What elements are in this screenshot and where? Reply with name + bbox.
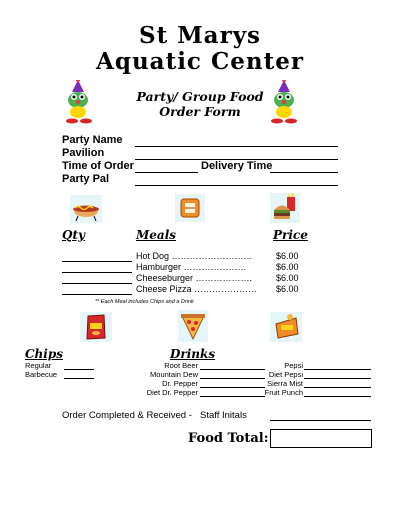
drink-diet-pepsi-field[interactable] bbox=[304, 378, 371, 379]
title-line-2: Aquatic Center bbox=[96, 48, 304, 75]
drink-root-beer-label: Root Beer bbox=[164, 361, 198, 370]
form-subtitle-line-1: Party/ Group Food bbox=[136, 89, 264, 104]
chip-regular-label: Regular bbox=[25, 361, 52, 370]
drink-fruit-punch-field[interactable] bbox=[304, 396, 371, 397]
meal-note: ** Each Meal includes Chips and a Drink bbox=[95, 299, 194, 305]
meal-price-hotdog: $6.00 bbox=[276, 251, 299, 261]
meal-item-hotdog: Hot Dog ……………………… bbox=[136, 251, 253, 261]
pizza-slice-icon bbox=[178, 310, 208, 342]
staff-initials-label: Staff Initals bbox=[200, 410, 247, 421]
chips-basket-icon bbox=[270, 312, 302, 342]
chips-bag-icon bbox=[80, 312, 112, 342]
drink-fruit-punch-label: Fruit Punch bbox=[264, 388, 303, 397]
delivery-time-label: Delivery Time bbox=[201, 160, 273, 172]
burger-fries-icon bbox=[270, 193, 300, 223]
title-line-1: St Marys bbox=[138, 22, 262, 49]
meal-price-hamburger: $6.00 bbox=[276, 262, 299, 272]
party-name-field[interactable] bbox=[135, 146, 338, 147]
hotdog-icon bbox=[70, 195, 102, 223]
cheeseburger-qty-field[interactable] bbox=[62, 283, 132, 284]
chips-header: Chips bbox=[25, 347, 63, 361]
drink-dr-pepper-label: Dr. Pepper bbox=[162, 379, 198, 388]
chip-regular-field[interactable] bbox=[64, 369, 94, 370]
food-total-box[interactable] bbox=[270, 429, 372, 448]
orange-box-icon bbox=[175, 194, 205, 222]
drink-diet-pepsi-label: Diet Pepsi bbox=[268, 370, 303, 379]
form-subtitle-line-2: Order Form bbox=[159, 104, 241, 119]
drink-diet-dr-pepper-label: Diet Dr. Pepper bbox=[146, 388, 198, 397]
chip-barbecue-label: Barbecue bbox=[25, 370, 58, 379]
drink-diet-dr-pepper-field[interactable] bbox=[200, 396, 265, 397]
chip-barbecue-field[interactable] bbox=[64, 378, 94, 379]
drink-root-beer-field[interactable] bbox=[200, 369, 265, 370]
party-pal-label: Party Pal bbox=[62, 173, 110, 185]
drink-sierra-mist-label: Sierra Mist bbox=[267, 379, 303, 388]
pavilion-label: Pavilion bbox=[62, 147, 105, 159]
drink-dr-pepper-field[interactable] bbox=[200, 387, 265, 388]
qty-header: Qty bbox=[62, 228, 85, 242]
party-name-label: Party Name bbox=[62, 134, 123, 146]
meal-price-cheese-pizza: $6.00 bbox=[276, 284, 299, 294]
staff-initials-field[interactable] bbox=[270, 420, 371, 421]
meal-item-cheeseburger: Cheeseburger ………………. bbox=[136, 273, 253, 283]
pizza-qty-field[interactable] bbox=[62, 294, 132, 295]
party-pal-field[interactable] bbox=[135, 185, 338, 186]
time-of-order-label: Time of Order bbox=[62, 160, 134, 172]
time-of-order-field[interactable] bbox=[135, 172, 198, 173]
order-completed-label: Order Completed & Received - bbox=[62, 410, 192, 421]
price-header: Price bbox=[273, 228, 308, 242]
drinks-header: Drinks bbox=[170, 347, 216, 361]
hotdog-qty-field[interactable] bbox=[62, 261, 132, 262]
delivery-time-field[interactable] bbox=[270, 172, 338, 173]
drink-mountain-dew-field[interactable] bbox=[200, 378, 265, 379]
drink-sierra-mist-field[interactable] bbox=[304, 387, 371, 388]
meal-item-cheese-pizza: Cheese Pizza ………………… bbox=[136, 284, 258, 294]
hamburger-qty-field[interactable] bbox=[62, 272, 132, 273]
drink-pepsi-field[interactable] bbox=[304, 369, 371, 370]
drink-mountain-dew-label: Mountain Dew bbox=[150, 370, 198, 379]
drink-pepsi-label: Pepsi bbox=[284, 361, 303, 370]
meal-price-cheeseburger: $6.00 bbox=[276, 273, 299, 283]
food-total-label: Food Total: bbox=[188, 431, 269, 446]
frog-clown-icon bbox=[62, 80, 98, 124]
meals-header: Meals bbox=[136, 228, 177, 242]
meal-item-hamburger: Hamburger ………………… bbox=[136, 262, 247, 272]
